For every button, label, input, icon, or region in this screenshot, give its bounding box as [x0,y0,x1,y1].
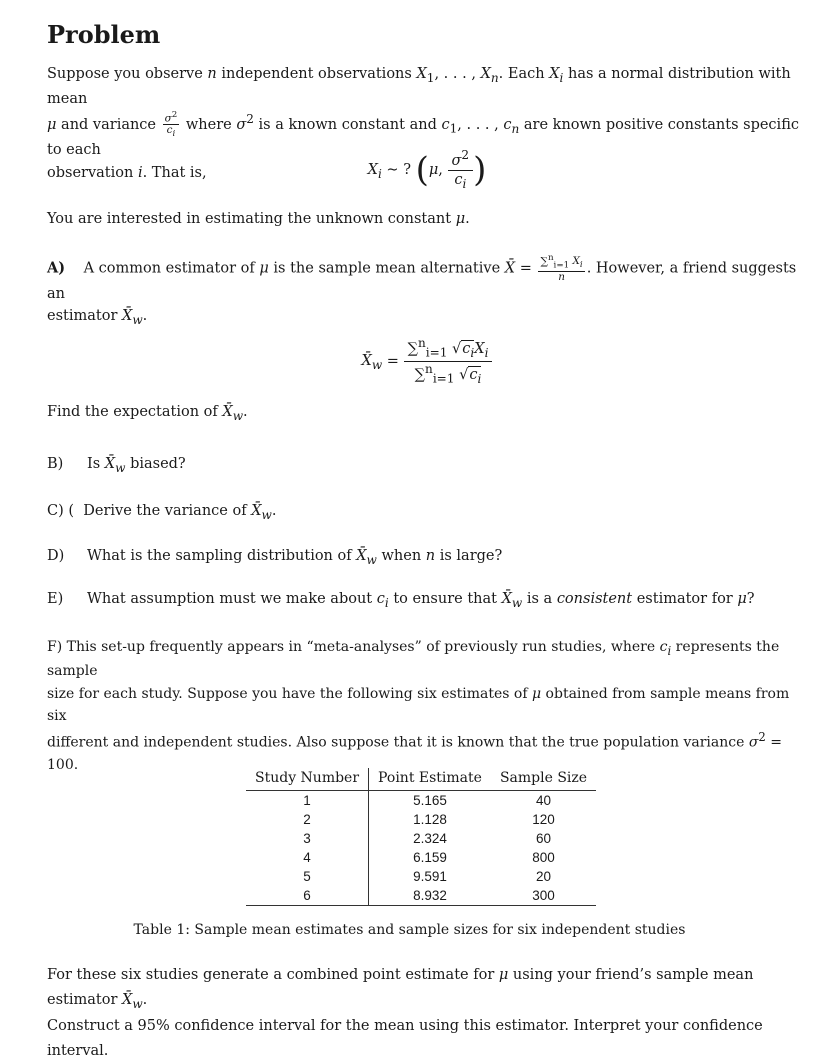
table-cell: 3 [246,829,369,848]
part-a-label: A) [47,259,66,277]
find-expectation: Find the expectation of $X̄_w$. [47,404,248,423]
table-row [246,829,596,848]
intro-paragraph: Suppose you observe n independent observations $X_1$, . . . , $X_n$. Each $X_i$ has a normal distribution with mean μ and variance $\frac{\sigma^2}{c_i}$ where $\sigma^2$ is a known constant and $c_1$, . . . , $c_n$ are known positive constants specific to each observation i. That is, [47,66,799,181]
table-header: Point Estimate [369,768,491,790]
part-f: F) This set-up frequently appears in “meta-analyses” of previously run studies, where $c_i$ represents the sample size for each study. Suppose you have the following six estimates of μ obtained from sample means from six different and independent studies. Also suppose that it is known that the true population variance $\sigma^2 = 100$. [47,639,790,773]
table-cell: 9.591 [413,868,447,884]
table-cell: 6.159 [413,849,447,865]
table-cell: 5 [246,867,369,886]
table-header: Sample Size [491,768,596,790]
table-cell: 1 [246,790,369,810]
estimator-equation: $X̄_w$ = $\frac{\sum^n_{i=1} √c_iX_i}{\sum^n_{i=1} √c_i}$ [47,336,807,387]
part-d: D) What is the sampling distribution of $X̄_w$ when n is large? [47,545,807,570]
study-table [246,768,596,906]
part-e: E) What assumption must we make about $c_i$ to ensure that $X̄_w$ is a consistent estimator for μ? [47,588,807,613]
part-a: A) A common estimator of μ is the sample mean alternative X̄ = $\frac{\sum^n_{i=1} X_i}{n}$ . However, a friend suggests an estimator $X̄_w$. [47,253,797,327]
table-cell: 4 [246,848,369,867]
part-c-label: C) [47,503,64,519]
table-header: Study Number [246,768,369,790]
table-cell: 5.165 [413,792,447,808]
table-cell: 6 [246,886,369,906]
table-cell: 2 [246,810,369,829]
closing-paragraph: For these six studies generate a combined point estimate for μ using your friend’s sample mean estimator $X̄_w$. Construct a 95% confidence interval for the mean using this estimator. Interpret your confidence interval. [47,967,763,1059]
distribution-equation: $X_i$ ∼ ? (μ, $\frac{\sigma^2}{c_i}$ ) [367,148,487,191]
table-cell: 1.128 [413,811,447,827]
table-cell: 40 [536,792,552,808]
table-cell: 2.324 [413,830,447,846]
table-caption: Table 1: Sample mean estimates and sample sizes for six independent studies [133,922,686,938]
part-d-label: D) [47,548,65,564]
table-row [246,790,596,810]
table-cell: 20 [536,868,552,884]
interest-statement: You are interested in estimating the unknown constant μ. [47,211,470,227]
table-cell: 800 [532,849,555,865]
part-b: B) Is $X̄_w$ biased? [47,453,807,478]
table-cell: 8.932 [369,886,491,906]
part-c: C) ( Derive the variance of $X̄_w$. [47,503,277,522]
page-title: Problem [47,20,161,49]
part-b-label: B) [47,456,64,472]
part-e-label: E) [47,591,64,607]
table-cell: 300 [491,886,596,906]
table-row [246,848,596,867]
table-cell: 120 [532,811,555,827]
part-f-label: F) [47,639,63,655]
table-row [246,867,596,886]
table-cell: 60 [536,830,552,846]
table-row [246,886,596,906]
table-row [246,810,596,829]
